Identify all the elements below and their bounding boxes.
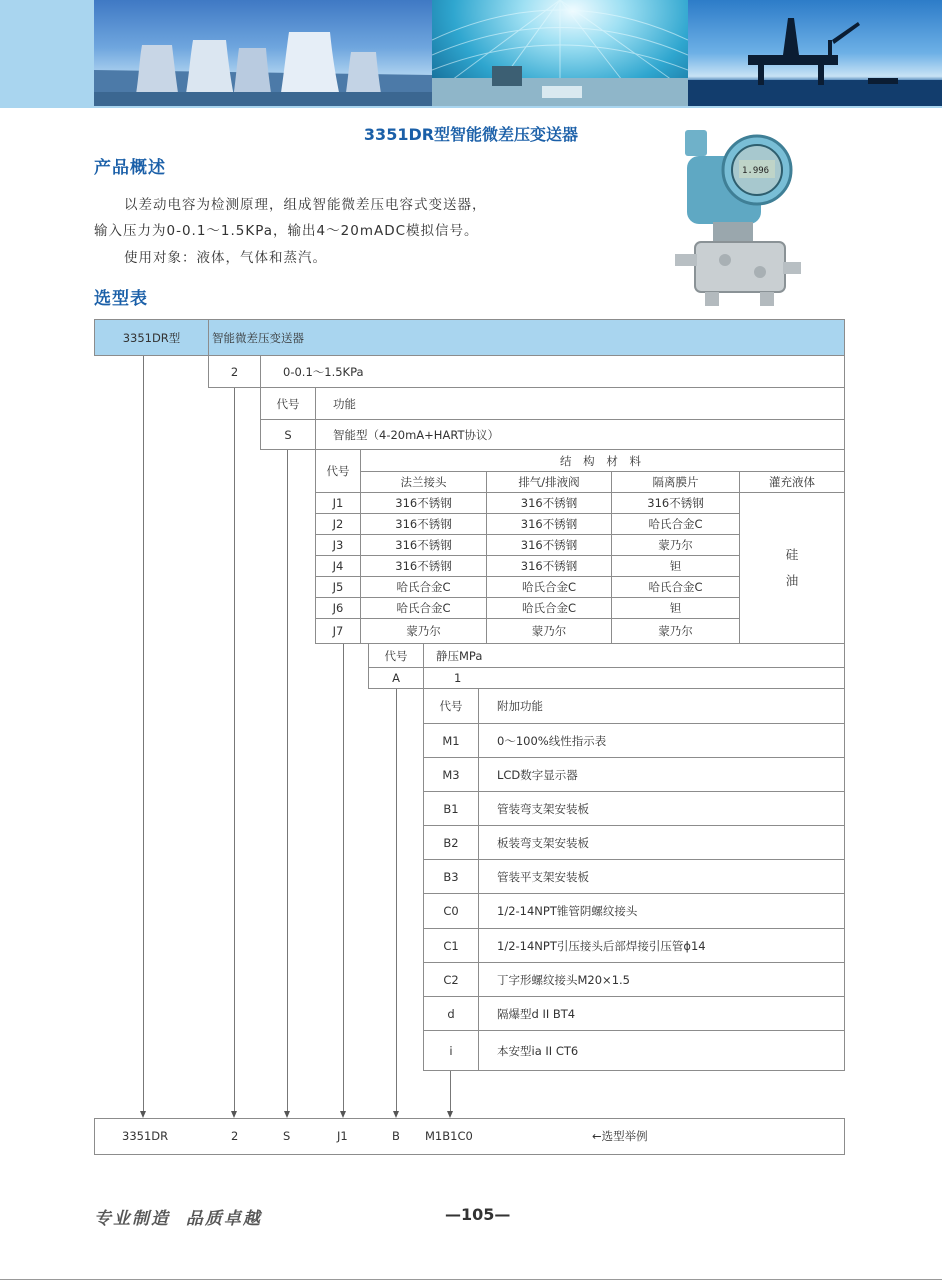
model-name-cell: 智能微差压变送器 <box>208 319 845 356</box>
range-value-cell: 0-0.1～1.5KPa <box>260 355 845 388</box>
static-code-cell: A <box>368 667 424 689</box>
extra-row-desc: 板装弯支架安装板 <box>478 825 845 860</box>
extra-row-code: C2 <box>423 962 479 997</box>
material-row-flange: 316不锈钢 <box>360 555 487 577</box>
material-row-code: J4 <box>315 555 361 577</box>
extra-row-code: B2 <box>423 825 479 860</box>
leader-line <box>343 644 344 1112</box>
page-number: —105— <box>445 1205 511 1224</box>
extra-row-code: d <box>423 996 479 1031</box>
material-row-flange: 316不锈钢 <box>360 492 487 514</box>
arrow-down-icon <box>231 1111 237 1118</box>
static-header: 静压MPa <box>423 643 845 668</box>
extra-row-desc: 0～100%线性指示表 <box>478 723 845 758</box>
extra-row-code: C0 <box>423 893 479 929</box>
cooling-towers-photo <box>94 0 432 106</box>
material-row-valve: 316不锈钢 <box>486 555 612 577</box>
device-display-text: 1.996 <box>742 166 770 176</box>
structure-material-header: 结 构 材 料 <box>360 449 845 472</box>
extra-row-code: M1 <box>423 723 479 758</box>
transmitter-image <box>665 122 805 312</box>
selection-heading: 选型表 <box>94 289 148 309</box>
extra-row-code: M3 <box>423 757 479 792</box>
oil-platform-photo <box>688 0 942 106</box>
control-room-photo <box>432 0 688 106</box>
example-material: J1 <box>337 1129 348 1143</box>
static-code-header: 代号 <box>368 643 424 668</box>
fill-fluid-char-2: 油 <box>785 573 799 588</box>
material-row-valve: 316不锈钢 <box>486 492 612 514</box>
leader-line <box>450 1071 451 1112</box>
extra-row-desc: 丁字形螺纹接头M20×1.5 <box>478 962 845 997</box>
example-range: 2 <box>231 1129 239 1143</box>
material-row-diaphragm: 哈氏合金C <box>611 576 740 598</box>
arrow-down-icon <box>393 1111 399 1118</box>
arrow-down-icon <box>447 1111 453 1118</box>
footer-slogan: 专业制造 品质卓越 <box>94 1209 262 1229</box>
material-row-diaphragm: 钽 <box>611 555 740 577</box>
extra-header: 附加功能 <box>478 688 845 724</box>
extra-row-code: i <box>423 1030 479 1071</box>
function-value-cell: 智能型（4-20mA+HART协议） <box>315 419 845 450</box>
fill-fluid-char-1: 硅 <box>785 547 799 562</box>
extra-row-desc: 1/2-14NPT锥管阴螺纹接头 <box>478 893 845 929</box>
doc-title: 3351DR型智能微差压变送器 <box>363 125 579 144</box>
material-row-flange: 哈氏合金C <box>360 576 487 598</box>
extra-row-code: B1 <box>423 791 479 826</box>
header-banner <box>0 0 942 108</box>
material-row-code: J2 <box>315 513 361 535</box>
material-row-diaphragm: 316不锈钢 <box>611 492 740 514</box>
function-code-cell: S <box>260 419 316 450</box>
extra-code-header: 代号 <box>423 688 479 724</box>
leader-line <box>234 388 235 1112</box>
extra-row-desc: 本安型ia II CT6 <box>478 1030 845 1071</box>
material-row-diaphragm: 钽 <box>611 597 740 619</box>
example-static: B <box>392 1129 400 1143</box>
overview-heading: 产品概述 <box>94 158 166 178</box>
extra-row-code: C1 <box>423 928 479 963</box>
footer-rule <box>0 1279 942 1280</box>
fill-fluid-cell <box>739 492 845 644</box>
extra-row-desc: LCD数字显示器 <box>478 757 845 792</box>
model-code-cell: 3351DR型 <box>94 319 209 356</box>
material-row-code: J5 <box>315 576 361 598</box>
static-value-cell: 1 <box>423 667 845 689</box>
material-row-flange: 316不锈钢 <box>360 513 487 535</box>
fill-fluid-header: 灌充液体 <box>739 471 845 493</box>
diaphragm-header: 隔离膜片 <box>611 471 740 493</box>
function-header: 功能 <box>315 387 845 420</box>
material-row-code: J6 <box>315 597 361 619</box>
material-row-valve: 316不锈钢 <box>486 513 612 535</box>
material-row-diaphragm: 蒙乃尔 <box>611 618 740 644</box>
example-model: 3351DR <box>122 1129 169 1143</box>
material-row-valve: 316不锈钢 <box>486 534 612 556</box>
leader-line <box>287 450 288 1112</box>
extra-row-desc: 管装平支架安装板 <box>478 859 845 894</box>
function-code-header: 代号 <box>260 387 316 420</box>
extra-row-desc: 管装弯支架安装板 <box>478 791 845 826</box>
material-row-flange: 哈氏合金C <box>360 597 487 619</box>
overview-line-3: 使用对象：液体，气体和蒸汽。 <box>124 250 327 266</box>
extra-row-desc: 1/2-14NPT引压接头后部焊接引压管ɸ14 <box>478 928 845 963</box>
leader-line <box>396 689 397 1112</box>
material-row-flange: 蒙乃尔 <box>360 618 487 644</box>
range-code-cell: 2 <box>208 355 261 388</box>
flange-header: 法兰接头 <box>360 471 487 493</box>
material-row-valve: 哈氏合金C <box>486 576 612 598</box>
material-row-valve: 哈氏合金C <box>486 597 612 619</box>
arrow-down-icon <box>284 1111 290 1118</box>
material-row-code: J7 <box>315 618 361 644</box>
example-function: S <box>283 1129 291 1143</box>
material-row-diaphragm: 哈氏合金C <box>611 513 740 535</box>
material-row-flange: 316不锈钢 <box>360 534 487 556</box>
material-row-code: J3 <box>315 534 361 556</box>
material-row-code: J1 <box>315 492 361 514</box>
overview-line-1: 以差动电容为检测原理，组成智能微差压电容式变送器， <box>124 197 487 213</box>
material-row-diaphragm: 蒙乃尔 <box>611 534 740 556</box>
overview-line-2: 输入压力为0-0.1～1.5KPa，输出4～20mADC模拟信号。 <box>94 223 479 239</box>
arrow-down-icon <box>140 1111 146 1118</box>
valve-header: 排气/排液阀 <box>486 471 612 493</box>
extra-row-desc: 隔爆型d II BT4 <box>478 996 845 1031</box>
arrow-down-icon <box>340 1111 346 1118</box>
leader-line <box>143 356 144 1112</box>
extra-row-code: B3 <box>423 859 479 894</box>
example-note: ←选型举例 <box>592 1129 648 1143</box>
example-extras: M1B1C0 <box>425 1129 473 1143</box>
material-code-header: 代号 <box>315 449 361 493</box>
material-row-valve: 蒙乃尔 <box>486 618 612 644</box>
